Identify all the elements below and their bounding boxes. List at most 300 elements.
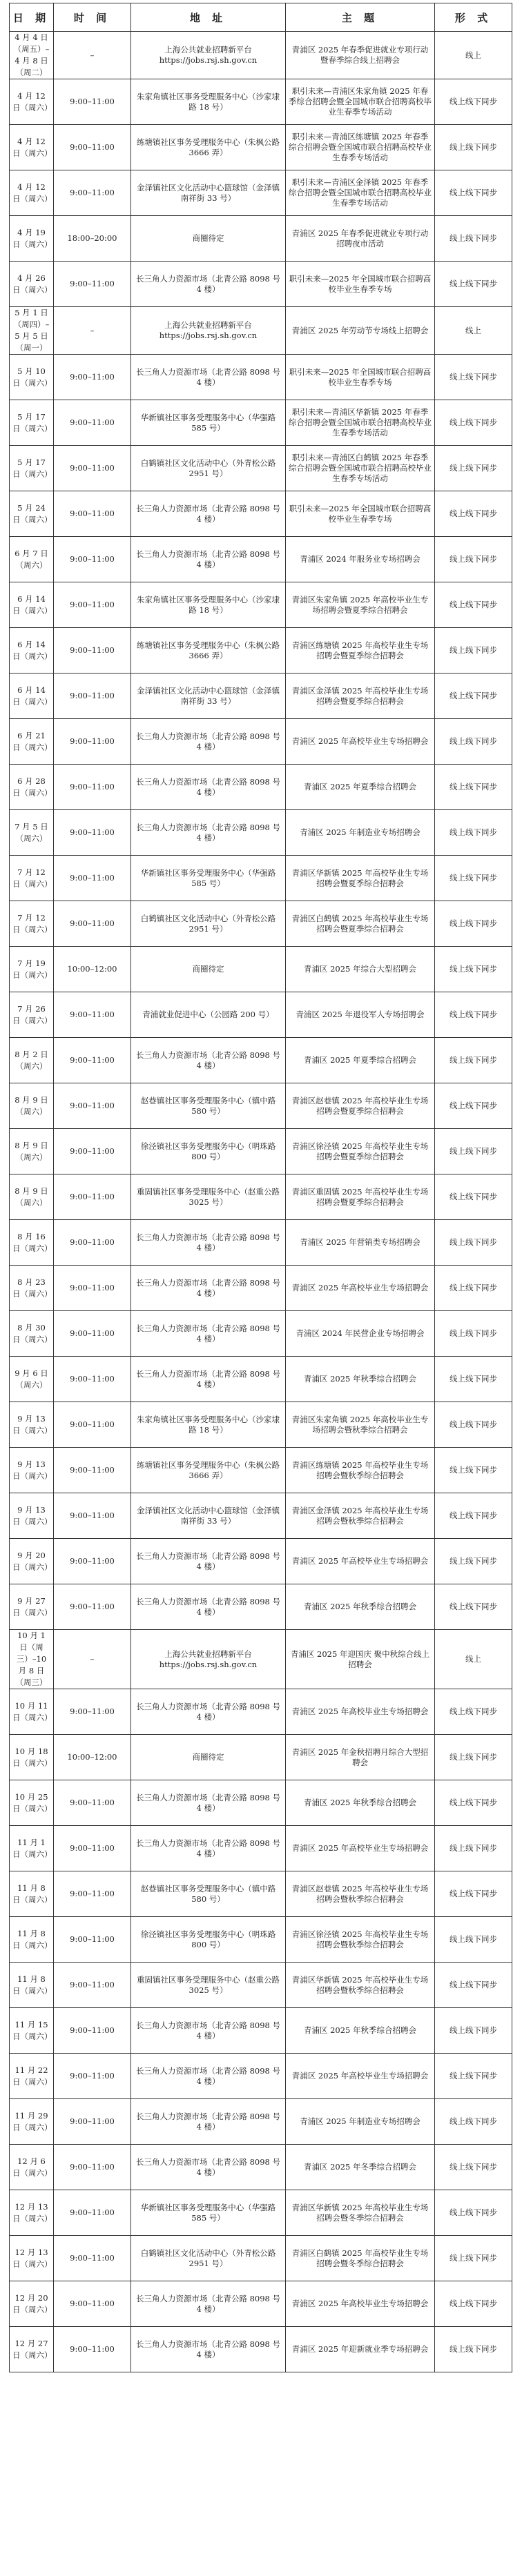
cell-address: 赵巷镇社区事务受理服务中心（镇中路 580 号） xyxy=(131,1083,286,1129)
cell-topic: 青浦区 2025 年综合大型招聘会 xyxy=(286,947,435,992)
cell-topic: 青浦区徐泾镇 2025 年高校毕业生专场招聘会暨夏季综合招聘会 xyxy=(286,1129,435,1174)
cell-address: 商圈待定 xyxy=(131,1735,286,1780)
cell-format: 线上线下同步 xyxy=(435,2327,512,2372)
cell-date: 11 月 29 日（周六） xyxy=(10,2099,54,2145)
cell-address: 长三角人力资源市场（北青公路 8098 号 4 楼） xyxy=(131,719,286,765)
cell-date: 8 月 30 日（周六） xyxy=(10,1311,54,1357)
table-row xyxy=(10,1963,512,2008)
cell-time: 9:00–11:00 xyxy=(54,2145,131,2190)
table-row xyxy=(10,1448,512,1493)
cell-address: 金泽镇社区文化活动中心篮球馆（金泽镇南祥街 33 号） xyxy=(131,1493,286,1539)
cell-time: 9:00–11:00 xyxy=(54,810,131,856)
cell-format: 线上线下同步 xyxy=(435,582,512,628)
cell-topic: 青浦区 2025 年高校毕业生专场招聘会 xyxy=(286,1689,435,1735)
cell-topic: 职引未来—青浦区朱家角镇 2025 年春季综合招聘会暨全国城市联合招聘高校毕业生春季专场活动 xyxy=(286,79,435,125)
cell-address: 长三角人力资源市场（北青公路 8098 号 4 楼） xyxy=(131,1357,286,1402)
cell-address: 重固镇社区事务受理服务中心（赵重公路 3025 号） xyxy=(131,1174,286,1220)
header-topic: 主 题 xyxy=(286,3,435,32)
cell-time: 9:00–11:00 xyxy=(54,2281,131,2327)
cell-topic: 青浦区 2025 年春季促进就业专项行动招聘夜市活动 xyxy=(286,216,435,262)
cell-time: 9:00–11:00 xyxy=(54,1220,131,1266)
cell-time: 9:00–11:00 xyxy=(54,79,131,125)
table-row xyxy=(10,1539,512,1584)
table-row xyxy=(10,307,512,355)
cell-topic: 青浦区朱家角镇 2025 年高校毕业生专场招聘会暨秋季综合招聘会 xyxy=(286,1402,435,1448)
cell-date: 6 月 14 日（周六） xyxy=(10,674,54,719)
cell-topic: 青浦区 2025 年夏季综合招聘会 xyxy=(286,765,435,810)
cell-topic: 职引未来—青浦区练塘镇 2025 年春季综合招聘会暨全国城市联合招聘高校毕业生春季专场活动 xyxy=(286,125,435,170)
cell-date: 11 月 8 日（周六） xyxy=(10,1963,54,2008)
cell-address: 华新镇社区事务受理服务中心（华强路 585 号） xyxy=(131,856,286,901)
cell-format: 线上线下同步 xyxy=(435,2145,512,2190)
cell-topic: 青浦区赵巷镇 2025 年高校毕业生专场招聘会暨夏季综合招聘会 xyxy=(286,1083,435,1129)
cell-address: 长三角人力资源市场（北青公路 8098 号 4 楼） xyxy=(131,1220,286,1266)
cell-format: 线上线下同步 xyxy=(435,262,512,307)
table-header-row xyxy=(10,3,512,32)
cell-date: 11 月 8 日（周六） xyxy=(10,1871,54,1917)
cell-format: 线上线下同步 xyxy=(435,491,512,537)
cell-time: 9:00–11:00 xyxy=(54,2054,131,2099)
cell-date: 7 月 5 日（周六） xyxy=(10,810,54,856)
cell-topic: 青浦区 2025 年高校毕业生专场招聘会 xyxy=(286,2054,435,2099)
cell-time: 10:00–12:00 xyxy=(54,1735,131,1780)
cell-time: 9:00–11:00 xyxy=(54,1448,131,1493)
cell-address: 练塘镇社区事务受理服务中心（朱枫公路 3666 弄） xyxy=(131,1448,286,1493)
cell-format: 线上线下同步 xyxy=(435,1357,512,1402)
cell-time: 9:00–11:00 xyxy=(54,719,131,765)
cell-topic: 青浦区 2025 年制造业专场招聘会 xyxy=(286,2099,435,2145)
cell-format: 线上线下同步 xyxy=(435,1735,512,1780)
cell-date: 7 月 12 日（周六） xyxy=(10,856,54,901)
cell-time: 9:00–11:00 xyxy=(54,170,131,216)
table-row xyxy=(10,1311,512,1357)
cell-format: 线上线下同步 xyxy=(435,2281,512,2327)
table-row xyxy=(10,537,512,582)
cell-date: 5 月 24 日（周六） xyxy=(10,491,54,537)
cell-format: 线上线下同步 xyxy=(435,446,512,491)
table-row xyxy=(10,1917,512,1963)
cell-date: 5 月 17 日（周六） xyxy=(10,446,54,491)
cell-time: 9:00–11:00 xyxy=(54,765,131,810)
cell-topic: 青浦区 2024 年服务业专场招聘会 xyxy=(286,537,435,582)
cell-date: 4 月 12 日（周六） xyxy=(10,79,54,125)
cell-topic: 青浦区 2025 年高校毕业生专场招聘会 xyxy=(286,2281,435,2327)
cell-address: 上海公共就业招聘新平台 https://jobs.rsj.sh.gov.cn xyxy=(131,307,286,355)
cell-format: 线上线下同步 xyxy=(435,2008,512,2054)
cell-date: 9 月 20 日（周六） xyxy=(10,1539,54,1584)
cell-date: 4 月 19 日（周六） xyxy=(10,216,54,262)
cell-date: 9 月 13 日（周六） xyxy=(10,1402,54,1448)
cell-topic: 青浦区 2025 年迎国庆 聚中秋综合线上招聘会 xyxy=(286,1630,435,1689)
cell-format: 线上线下同步 xyxy=(435,2054,512,2099)
cell-topic: 职引未来—2025 年全国城市联合招聘高校毕业生春季专场 xyxy=(286,262,435,307)
table-row xyxy=(10,2281,512,2327)
cell-time: 9:00–11:00 xyxy=(54,1963,131,2008)
cell-topic: 青浦区 2024 年民营企业专场招聘会 xyxy=(286,1311,435,1357)
cell-format: 线上线下同步 xyxy=(435,674,512,719)
table-body xyxy=(10,32,512,2372)
table-row xyxy=(10,170,512,216)
cell-date: 4 月 26 日（周六） xyxy=(10,262,54,307)
cell-address: 长三角人力资源市场（北青公路 8098 号 4 楼） xyxy=(131,2281,286,2327)
cell-format: 线上线下同步 xyxy=(435,765,512,810)
cell-date: 9 月 13 日（周六） xyxy=(10,1493,54,1539)
cell-address: 长三角人力资源市场（北青公路 8098 号 4 楼） xyxy=(131,1689,286,1735)
cell-time: 9:00–11:00 xyxy=(54,1780,131,1826)
cell-time: 9:00–11:00 xyxy=(54,2008,131,2054)
cell-address: 长三角人力资源市场（北青公路 8098 号 4 楼） xyxy=(131,1539,286,1584)
cell-format: 线上线下同步 xyxy=(435,901,512,947)
cell-address: 白鹤镇社区文化活动中心（外青松公路 2951 号） xyxy=(131,901,286,947)
cell-format: 线上线下同步 xyxy=(435,810,512,856)
cell-time: 9:00–11:00 xyxy=(54,628,131,674)
cell-format: 线上线下同步 xyxy=(435,537,512,582)
cell-format: 线上线下同步 xyxy=(435,1038,512,1083)
cell-format: 线上线下同步 xyxy=(435,992,512,1038)
cell-topic: 青浦区金泽镇 2025 年高校毕业生专场招聘会暨夏季综合招聘会 xyxy=(286,674,435,719)
cell-date: 11 月 15 日（周六） xyxy=(10,2008,54,2054)
cell-time: 9:00–11:00 xyxy=(54,125,131,170)
cell-topic: 青浦区华新镇 2025 年高校毕业生专场招聘会暨秋季综合招聘会 xyxy=(286,1963,435,2008)
cell-date: 6 月 28 日（周六） xyxy=(10,765,54,810)
cell-time: 9:00–11:00 xyxy=(54,856,131,901)
cell-format: 线上线下同步 xyxy=(435,1448,512,1493)
table-row xyxy=(10,2190,512,2236)
cell-topic: 青浦区 2025 年退役军人专场招聘会 xyxy=(286,992,435,1038)
cell-format: 线上 xyxy=(435,32,512,79)
cell-address: 长三角人力资源市场（北青公路 8098 号 4 楼） xyxy=(131,1826,286,1871)
table-row xyxy=(10,32,512,79)
cell-time: – xyxy=(54,307,131,355)
cell-date: 4 月 12 日（周六） xyxy=(10,170,54,216)
cell-date: 8 月 16 日（周六） xyxy=(10,1220,54,1266)
cell-address: 金泽镇社区文化活动中心篮球馆（金泽镇南祥街 33 号） xyxy=(131,674,286,719)
cell-time: 9:00–11:00 xyxy=(54,1038,131,1083)
cell-format: 线上线下同步 xyxy=(435,2236,512,2281)
cell-topic: 青浦区朱家角镇 2025 年高校毕业生专场招聘会暨夏季综合招聘会 xyxy=(286,582,435,628)
cell-address: 商圈待定 xyxy=(131,216,286,262)
schedule-table xyxy=(9,3,512,2372)
cell-topic: 青浦区 2025 年劳动节专场线上招聘会 xyxy=(286,307,435,355)
cell-format: 线上线下同步 xyxy=(435,1174,512,1220)
cell-topic: 青浦区徐泾镇 2025 年高校毕业生专场招聘会暨秋季综合招聘会 xyxy=(286,1917,435,1963)
cell-time: 9:00–11:00 xyxy=(54,537,131,582)
cell-time: 9:00–11:00 xyxy=(54,355,131,400)
header-time: 时 间 xyxy=(54,3,131,32)
cell-topic: 青浦区练塘镇 2025 年高校毕业生专场招聘会暨秋季综合招聘会 xyxy=(286,1448,435,1493)
table-row xyxy=(10,2099,512,2145)
cell-address: 长三角人力资源市场（北青公路 8098 号 4 楼） xyxy=(131,1038,286,1083)
table-row xyxy=(10,79,512,125)
cell-address: 徐泾镇社区事务受理服务中心（明珠路 800 号） xyxy=(131,1917,286,1963)
cell-format: 线上线下同步 xyxy=(435,1826,512,1871)
cell-format: 线上线下同步 xyxy=(435,628,512,674)
cell-date: 8 月 9 日（周六） xyxy=(10,1083,54,1129)
table-row xyxy=(10,1689,512,1735)
table-row xyxy=(10,400,512,446)
cell-date: 6 月 21 日（周六） xyxy=(10,719,54,765)
cell-address: 长三角人力资源市场（北青公路 8098 号 4 楼） xyxy=(131,2327,286,2372)
table-row xyxy=(10,1402,512,1448)
cell-address: 上海公共就业招聘新平台 https://jobs.rsj.sh.gov.cn xyxy=(131,1630,286,1689)
cell-topic: 青浦区 2025 年高校毕业生专场招聘会 xyxy=(286,719,435,765)
cell-address: 长三角人力资源市场（北青公路 8098 号 4 楼） xyxy=(131,1780,286,1826)
cell-address: 青浦就业促进中心（公园路 200 号） xyxy=(131,992,286,1038)
table-row xyxy=(10,992,512,1038)
cell-date: 11 月 22 日（周六） xyxy=(10,2054,54,2099)
cell-date: 12 月 20 日（周六） xyxy=(10,2281,54,2327)
cell-format: 线上线下同步 xyxy=(435,1963,512,2008)
cell-date: 12 月 27 日（周六） xyxy=(10,2327,54,2372)
cell-time: 9:00–11:00 xyxy=(54,446,131,491)
cell-time: 9:00–11:00 xyxy=(54,582,131,628)
cell-address: 华新镇社区事务受理服务中心（华强路 585 号） xyxy=(131,400,286,446)
cell-address: 长三角人力资源市场（北青公路 8098 号 4 楼） xyxy=(131,810,286,856)
table-row xyxy=(10,1780,512,1826)
cell-topic: 青浦区 2025 年夏季综合招聘会 xyxy=(286,1038,435,1083)
cell-topic: 职引未来—青浦区金泽镇 2025 年春季综合招聘会暨全国城市联合招聘高校毕业生春季专场活动 xyxy=(286,170,435,216)
cell-address: 练塘镇社区事务受理服务中心（朱枫公路 3666 弄） xyxy=(131,628,286,674)
cell-time: 9:00–11:00 xyxy=(54,262,131,307)
table-row xyxy=(10,1584,512,1630)
cell-address: 长三角人力资源市场（北青公路 8098 号 4 楼） xyxy=(131,1311,286,1357)
cell-address: 白鹤镇社区文化活动中心（外青松公路 2951 号） xyxy=(131,2236,286,2281)
header-date: 日 期 xyxy=(10,3,54,32)
table-row xyxy=(10,1220,512,1266)
cell-date: 8 月 9 日（周六） xyxy=(10,1174,54,1220)
cell-format: 线上线下同步 xyxy=(435,1311,512,1357)
table-row xyxy=(10,2054,512,2099)
cell-time: 9:00–11:00 xyxy=(54,1871,131,1917)
cell-time: 9:00–11:00 xyxy=(54,2190,131,2236)
cell-address: 长三角人力资源市场（北青公路 8098 号 4 楼） xyxy=(131,1584,286,1630)
cell-date: 12 月 13 日（周六） xyxy=(10,2236,54,2281)
cell-time: 9:00–11:00 xyxy=(54,491,131,537)
table-row xyxy=(10,628,512,674)
table-row xyxy=(10,1129,512,1174)
cell-date: 6 月 7 日（周六） xyxy=(10,537,54,582)
cell-topic: 职引未来—2025 年全国城市联合招聘高校毕业生春季专场 xyxy=(286,491,435,537)
table-row xyxy=(10,446,512,491)
cell-format: 线上线下同步 xyxy=(435,1493,512,1539)
cell-time: 9:00–11:00 xyxy=(54,400,131,446)
cell-topic: 青浦区 2025 年秋季综合招聘会 xyxy=(286,1584,435,1630)
cell-address: 上海公共就业招聘新平台 https://jobs.rsj.sh.gov.cn xyxy=(131,32,286,79)
cell-topic: 青浦区华新镇 2025 年高校毕业生专场招聘会暨夏季综合招聘会 xyxy=(286,856,435,901)
cell-topic: 职引未来—2025 年全国城市联合招聘高校毕业生春季专场 xyxy=(286,355,435,400)
cell-topic: 青浦区 2025 年高校毕业生专场招聘会 xyxy=(286,1266,435,1311)
cell-date: 10 月 25 日（周六） xyxy=(10,1780,54,1826)
cell-format: 线上线下同步 xyxy=(435,79,512,125)
cell-date: 4 月 4 日（周五）–4 月 8 日（周二） xyxy=(10,32,54,79)
table-row xyxy=(10,2236,512,2281)
cell-address: 长三角人力资源市场（北青公路 8098 号 4 楼） xyxy=(131,355,286,400)
cell-format: 线上线下同步 xyxy=(435,216,512,262)
cell-time: 9:00–11:00 xyxy=(54,2099,131,2145)
job-fair-schedule xyxy=(9,3,512,2372)
cell-date: 11 月 1 日（周六） xyxy=(10,1826,54,1871)
cell-time: 9:00–11:00 xyxy=(54,1539,131,1584)
cell-topic: 青浦区 2025 年秋季综合招聘会 xyxy=(286,1357,435,1402)
cell-topic: 青浦区白鹤镇 2025 年高校毕业生专场招聘会暨冬季综合招聘会 xyxy=(286,2236,435,2281)
cell-time: 9:00–11:00 xyxy=(54,1357,131,1402)
table-row xyxy=(10,719,512,765)
cell-time: 9:00–11:00 xyxy=(54,1174,131,1220)
cell-time: 9:00–11:00 xyxy=(54,1083,131,1129)
cell-format: 线上线下同步 xyxy=(435,947,512,992)
cell-format: 线上线下同步 xyxy=(435,1129,512,1174)
cell-topic: 青浦区 2025 年迎新就业季专场招聘会 xyxy=(286,2327,435,2372)
cell-date: 4 月 12 日（周六） xyxy=(10,125,54,170)
cell-format: 线上 xyxy=(435,307,512,355)
cell-time: 9:00–11:00 xyxy=(54,674,131,719)
cell-time: 10:00–12:00 xyxy=(54,947,131,992)
cell-time: 9:00–11:00 xyxy=(54,1826,131,1871)
cell-address: 朱家角镇社区事务受理服务中心（沙家埭路 18 号） xyxy=(131,79,286,125)
cell-date: 10 月 18 日（周六） xyxy=(10,1735,54,1780)
cell-date: 12 月 6 日（周六） xyxy=(10,2145,54,2190)
cell-time: 9:00–11:00 xyxy=(54,1311,131,1357)
table-row xyxy=(10,810,512,856)
cell-topic: 青浦区重固镇 2025 年高校毕业生专场招聘会暨夏季综合招聘会 xyxy=(286,1174,435,1220)
table-row xyxy=(10,901,512,947)
cell-time: 9:00–11:00 xyxy=(54,1493,131,1539)
table-row xyxy=(10,262,512,307)
cell-address: 长三角人力资源市场（北青公路 8098 号 4 楼） xyxy=(131,765,286,810)
cell-date: 6 月 14 日（周六） xyxy=(10,628,54,674)
cell-date: 7 月 26 日（周六） xyxy=(10,992,54,1038)
cell-time: 9:00–11:00 xyxy=(54,1129,131,1174)
cell-format: 线上 xyxy=(435,1630,512,1689)
cell-topic: 青浦区金泽镇 2025 年高校毕业生专场招聘会暨秋季综合招聘会 xyxy=(286,1493,435,1539)
cell-format: 线上线下同步 xyxy=(435,2099,512,2145)
table-row xyxy=(10,1038,512,1083)
cell-topic: 青浦区 2025 年制造业专场招聘会 xyxy=(286,810,435,856)
cell-date: 7 月 19 日（周六） xyxy=(10,947,54,992)
cell-topic: 青浦区赵巷镇 2025 年高校毕业生专场招聘会暨秋季综合招聘会 xyxy=(286,1871,435,1917)
cell-topic: 青浦区 2025 年营销类专场招聘会 xyxy=(286,1220,435,1266)
cell-format: 线上线下同步 xyxy=(435,2190,512,2236)
cell-topic: 青浦区华新镇 2025 年高校毕业生专场招聘会暨冬季综合招聘会 xyxy=(286,2190,435,2236)
cell-address: 长三角人力资源市场（北青公路 8098 号 4 楼） xyxy=(131,2008,286,2054)
cell-format: 线上线下同步 xyxy=(435,355,512,400)
table-row xyxy=(10,674,512,719)
cell-format: 线上线下同步 xyxy=(435,1689,512,1735)
cell-date: 11 月 8 日（周六） xyxy=(10,1917,54,1963)
table-row xyxy=(10,491,512,537)
cell-time: 9:00–11:00 xyxy=(54,1266,131,1311)
cell-time: 9:00–11:00 xyxy=(54,1689,131,1735)
table-row xyxy=(10,1357,512,1402)
cell-time: – xyxy=(54,1630,131,1689)
cell-address: 白鹤镇社区文化活动中心（外青松公路 2951 号） xyxy=(131,446,286,491)
cell-date: 5 月 17 日（周六） xyxy=(10,400,54,446)
cell-address: 朱家角镇社区事务受理服务中心（沙家埭路 18 号） xyxy=(131,582,286,628)
cell-date: 10 月 11 日（周六） xyxy=(10,1689,54,1735)
header-format: 形 式 xyxy=(435,3,512,32)
cell-format: 线上线下同步 xyxy=(435,719,512,765)
cell-time: 9:00–11:00 xyxy=(54,992,131,1038)
cell-format: 线上线下同步 xyxy=(435,1780,512,1826)
cell-time: 18:00–20:00 xyxy=(54,216,131,262)
cell-topic: 职引未来—青浦区白鹤镇 2025 年春季综合招聘会暨全国城市联合招聘高校毕业生春季专场活动 xyxy=(286,446,435,491)
cell-format: 线上线下同步 xyxy=(435,1083,512,1129)
cell-format: 线上线下同步 xyxy=(435,1402,512,1448)
table-row xyxy=(10,1493,512,1539)
cell-time: 9:00–11:00 xyxy=(54,2327,131,2372)
cell-address: 商圈待定 xyxy=(131,947,286,992)
cell-format: 线上线下同步 xyxy=(435,1871,512,1917)
cell-date: 6 月 14 日（周六） xyxy=(10,582,54,628)
cell-topic: 青浦区 2025 年高校毕业生专场招聘会 xyxy=(286,1826,435,1871)
cell-address: 华新镇社区事务受理服务中心（华强路 585 号） xyxy=(131,2190,286,2236)
cell-address: 长三角人力资源市场（北青公路 8098 号 4 楼） xyxy=(131,491,286,537)
table-row xyxy=(10,947,512,992)
cell-topic: 青浦区 2025 年冬季综合招聘会 xyxy=(286,2145,435,2190)
cell-format: 线上线下同步 xyxy=(435,1539,512,1584)
cell-date: 9 月 6 日（周六） xyxy=(10,1357,54,1402)
cell-time: – xyxy=(54,32,131,79)
cell-address: 长三角人力资源市场（北青公路 8098 号 4 楼） xyxy=(131,2054,286,2099)
cell-date: 9 月 13 日（周六） xyxy=(10,1448,54,1493)
table-row xyxy=(10,1735,512,1780)
header-address: 地 址 xyxy=(131,3,286,32)
cell-address: 重固镇社区事务受理服务中心（赵重公路 3025 号） xyxy=(131,1963,286,2008)
cell-date: 10 月 1 日（周三）–10 月 8 日（周三） xyxy=(10,1630,54,1689)
table-row xyxy=(10,1826,512,1871)
cell-address: 长三角人力资源市场（北青公路 8098 号 4 楼） xyxy=(131,2099,286,2145)
cell-format: 线上线下同步 xyxy=(435,170,512,216)
cell-date: 8 月 2 日（周六） xyxy=(10,1038,54,1083)
cell-format: 线上线下同步 xyxy=(435,125,512,170)
cell-date: 8 月 9 日（周六） xyxy=(10,1129,54,1174)
cell-time: 9:00–11:00 xyxy=(54,2236,131,2281)
cell-date: 12 月 13 日（周六） xyxy=(10,2190,54,2236)
table-row xyxy=(10,2008,512,2054)
table-row xyxy=(10,765,512,810)
cell-topic: 青浦区 2025 年金秋招聘月综合大型招聘会 xyxy=(286,1735,435,1780)
cell-address: 赵巷镇社区事务受理服务中心（镇中路 580 号） xyxy=(131,1871,286,1917)
table-row xyxy=(10,1083,512,1129)
cell-time: 9:00–11:00 xyxy=(54,901,131,947)
table-row xyxy=(10,582,512,628)
cell-address: 练塘镇社区事务受理服务中心（朱枫公路 3666 弄） xyxy=(131,125,286,170)
cell-time: 9:00–11:00 xyxy=(54,1402,131,1448)
cell-topic: 职引未来—青浦区华新镇 2025 年春季综合招聘会暨全国城市联合招聘高校毕业生春季专场活动 xyxy=(286,400,435,446)
cell-address: 徐泾镇社区事务受理服务中心（明珠路 800 号） xyxy=(131,1129,286,1174)
cell-time: 9:00–11:00 xyxy=(54,1917,131,1963)
cell-address: 金泽镇社区文化活动中心篮球馆（金泽镇南祥街 33 号） xyxy=(131,170,286,216)
table-row xyxy=(10,2145,512,2190)
cell-topic: 青浦区白鹤镇 2025 年高校毕业生专场招聘会暨夏季综合招聘会 xyxy=(286,901,435,947)
cell-address: 朱家角镇社区事务受理服务中心（沙家埭路 18 号） xyxy=(131,1402,286,1448)
table-row xyxy=(10,216,512,262)
cell-format: 线上线下同步 xyxy=(435,1917,512,1963)
cell-topic: 青浦区 2025 年高校毕业生专场招聘会 xyxy=(286,1539,435,1584)
table-row xyxy=(10,1871,512,1917)
cell-time: 9:00–11:00 xyxy=(54,1584,131,1630)
cell-date: 7 月 12 日（周六） xyxy=(10,901,54,947)
cell-date: 5 月 1 日（周四）–5 月 5 日（周一） xyxy=(10,307,54,355)
cell-format: 线上线下同步 xyxy=(435,1220,512,1266)
cell-address: 长三角人力资源市场（北青公路 8098 号 4 楼） xyxy=(131,1266,286,1311)
cell-topic: 青浦区 2025 年春季促进就业专项行动暨春季综合线上招聘会 xyxy=(286,32,435,79)
cell-format: 线上线下同步 xyxy=(435,856,512,901)
table-row xyxy=(10,856,512,901)
cell-topic: 青浦区练塘镇 2025 年高校毕业生专场招聘会暨夏季综合招聘会 xyxy=(286,628,435,674)
table-row xyxy=(10,1174,512,1220)
cell-date: 5 月 10 日（周六） xyxy=(10,355,54,400)
